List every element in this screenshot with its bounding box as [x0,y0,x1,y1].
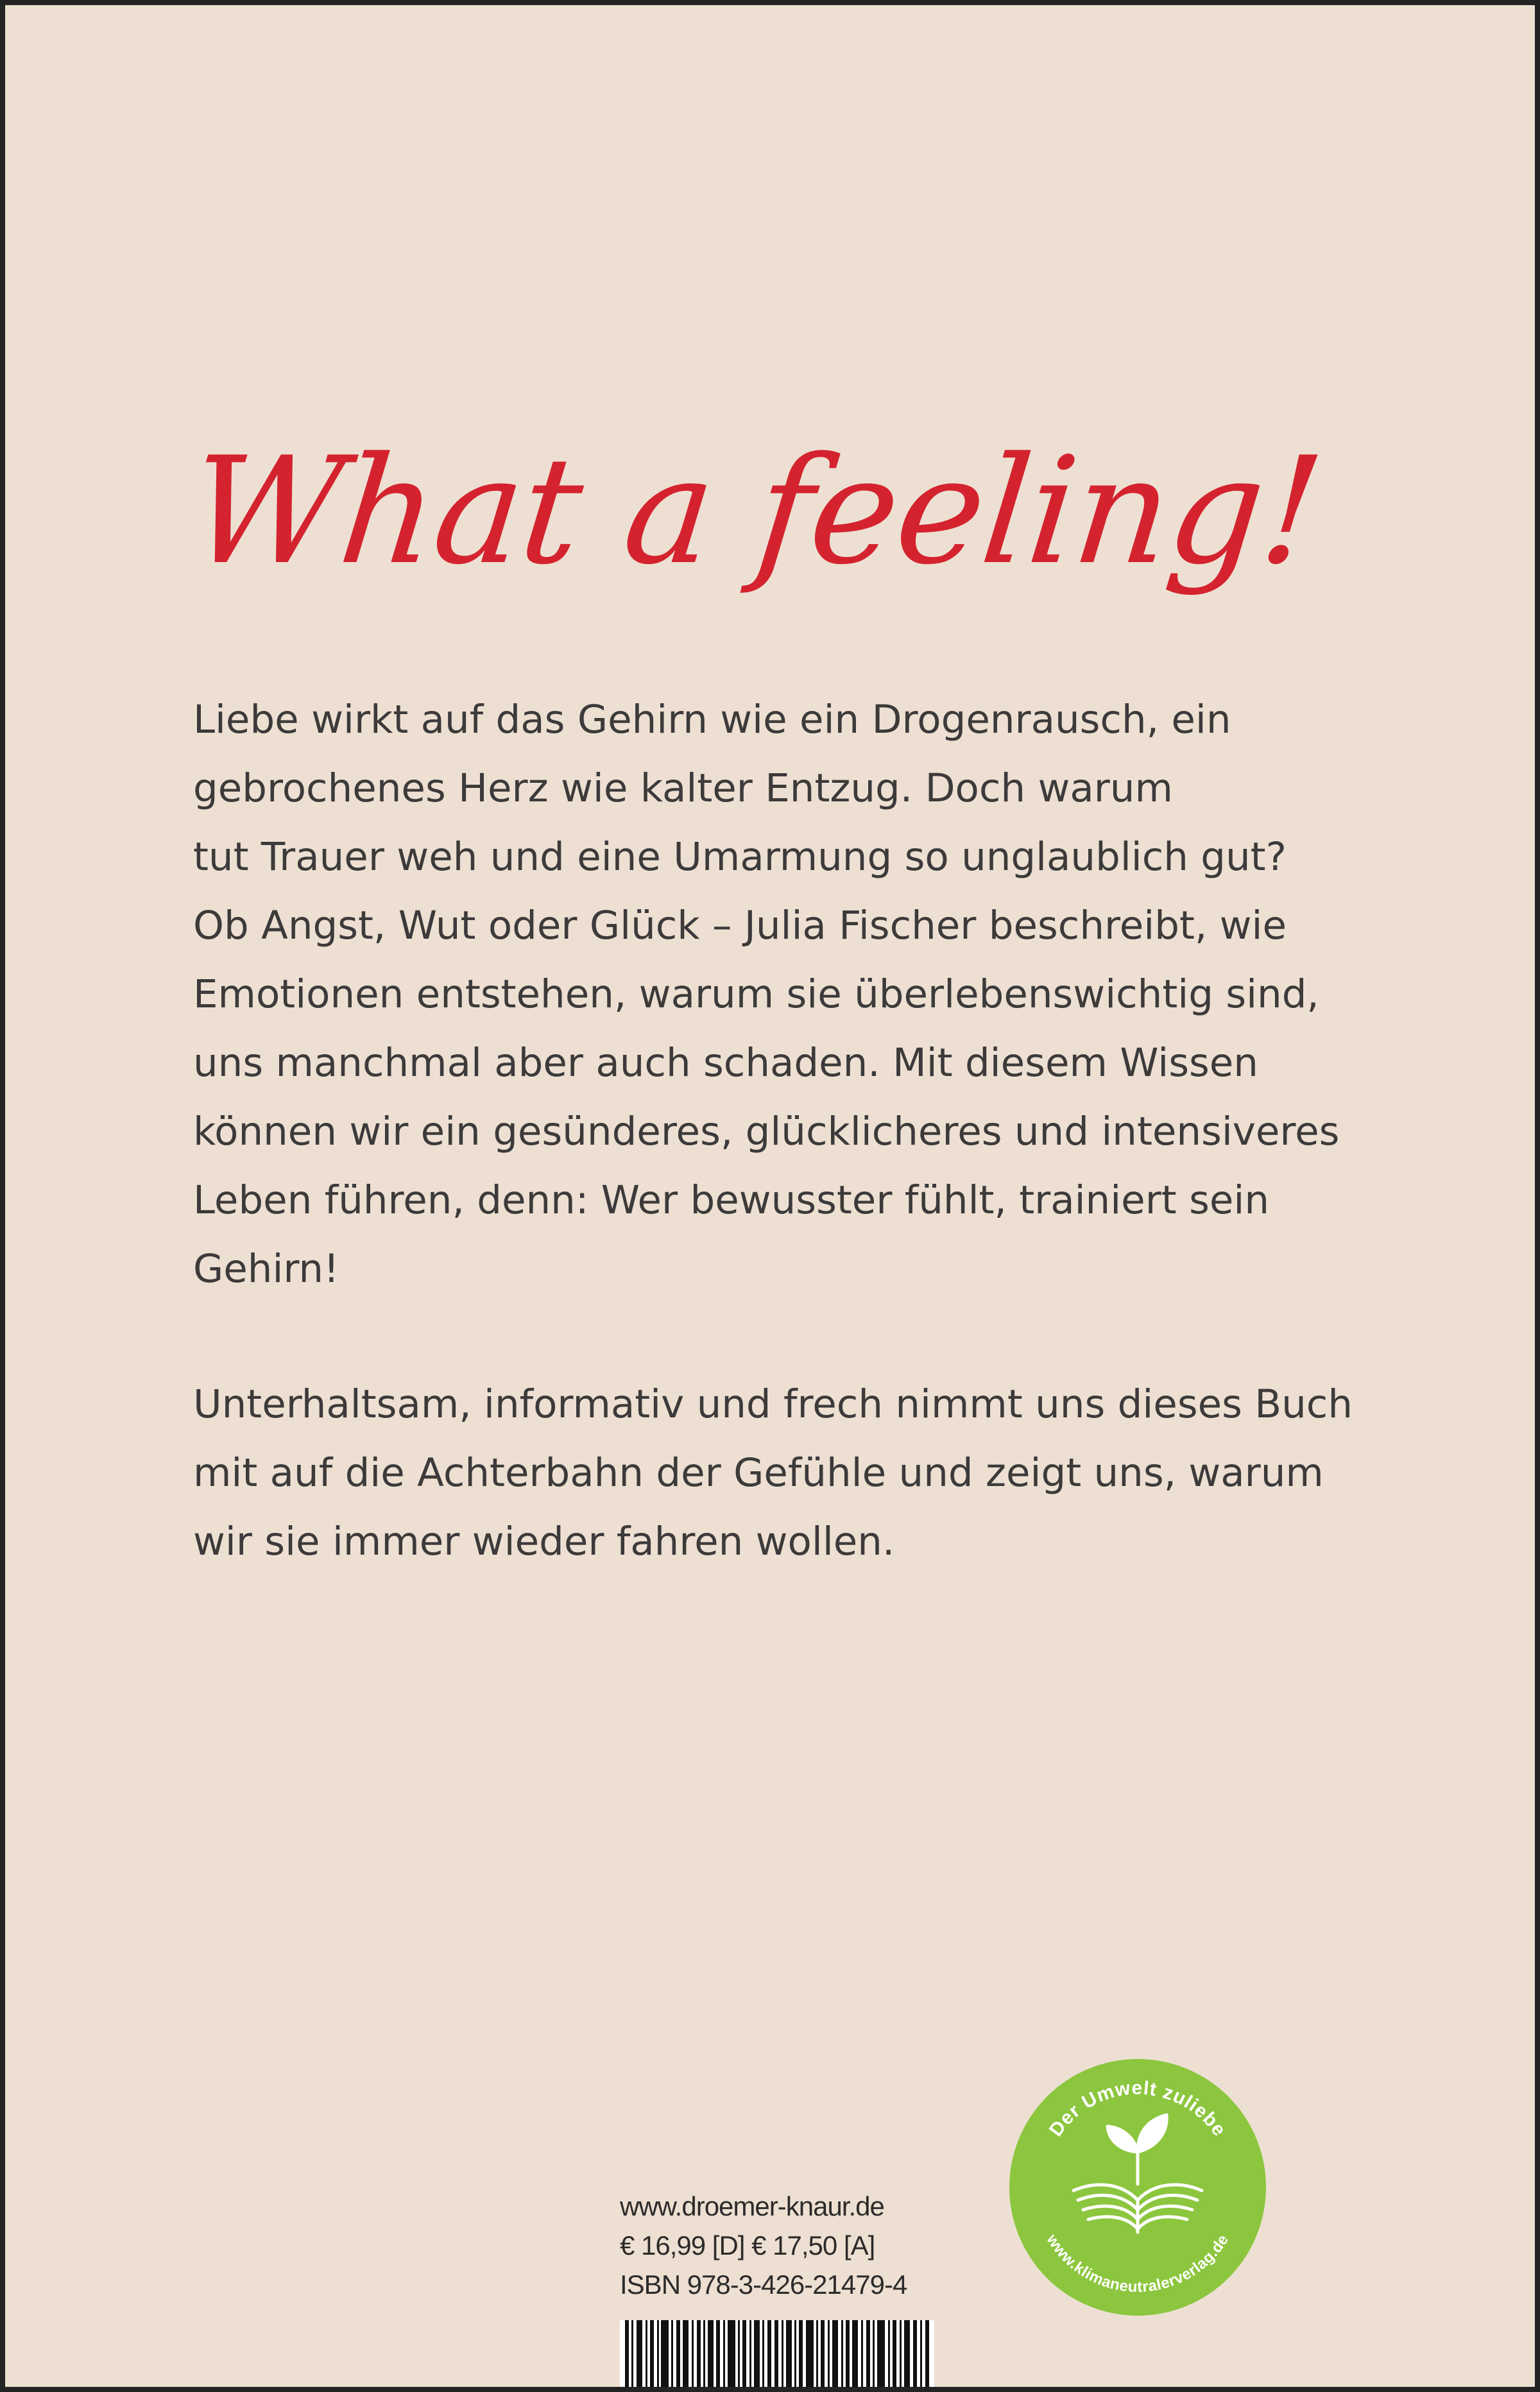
blurb-line: gebrochenes Herz wie kalter Entzug. Doch warum [193,765,1173,811]
blurb-line: Leben führen, denn: Wer bewusster fühlt, trainiert sein [193,1177,1269,1223]
blurb-line: uns manchmal aber auch schaden. Mit diesem Wissen [193,1040,1258,1086]
barcode-bars [620,2320,934,2387]
blurb-line: Emotionen entstehen, warum sie überlebenswichtig sind, [193,971,1319,1017]
blurb-line: wir sie immer wieder fahren wollen. [193,1519,895,1564]
imprint [620,2187,960,2304]
blurb-line: tut Trauer weh und eine Umarmung so unglaublich gut? [193,834,1287,880]
headline: What a feeling! [182,426,1330,597]
badge-top-text: Der Umwelt zuliebe [1045,2077,1231,2140]
barcode [620,2320,934,2387]
book-back-cover [5,5,1535,2387]
publisher-website: www.droemer-knaur.de [620,2191,884,2221]
blurb-line: mit auf die Achterbahn der Gefühle und zeigt uns, warum [193,1450,1324,1496]
blurb-line: Ob Angst, Wut oder Glück – Julia Fischer beschreibt, wie [193,903,1287,948]
isbn: ISBN 978-3-426-21479-4 [620,2269,907,2300]
blurb-paragraph-2 [193,1370,1387,1576]
blurb-line: können wir ein gesünderes, glücklicheres und intensiveres [193,1109,1340,1154]
climate-neutral-badge [1006,2056,1269,2319]
blurb-line: Liebe wirkt auf das Gehirn wie ein Drogenrausch, ein [193,697,1231,742]
badge-bottom-text: www.klimaneutralerverlag.de [1043,2231,1233,2296]
blurb-paragraph-1 [193,685,1387,1303]
blurb-line: Unterhaltsam, informativ und frech nimmt uns dieses Buch [193,1381,1353,1427]
blurb-line: Gehirn! [193,1246,339,1292]
price: € 16,99 [D] € 17,50 [A] [620,2230,875,2260]
